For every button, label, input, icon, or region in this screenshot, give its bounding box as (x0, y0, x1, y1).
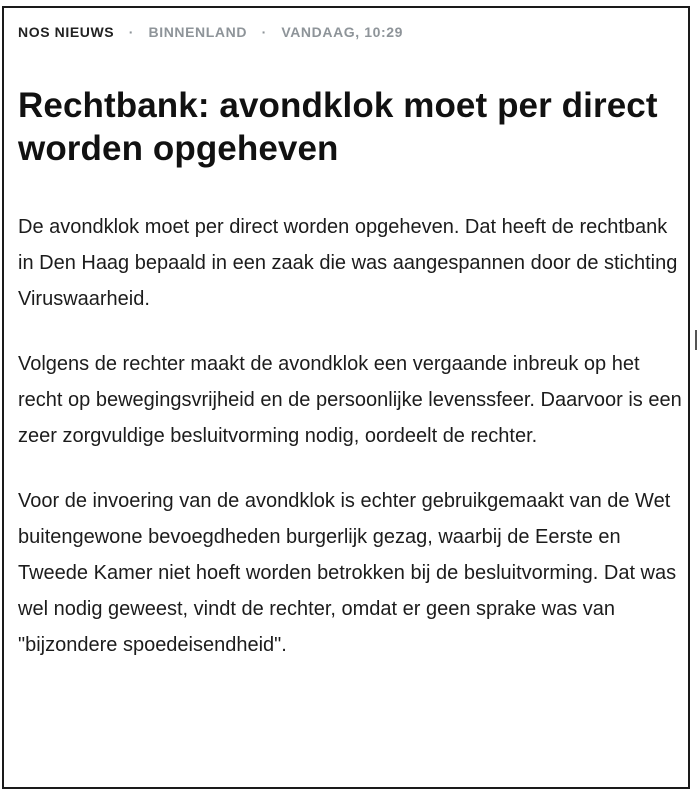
source-label[interactable]: NOS NIEUWS (18, 24, 115, 40)
article-meta (18, 24, 403, 40)
scrollbar-edge (695, 330, 697, 350)
article-card (2, 6, 690, 789)
meta-separator: · (261, 24, 267, 40)
paragraph: De avondklok moet per direct worden opgeheven. Dat heeft de rechtbank in Den Haag bepaald in een zaak die was aangespannen door de stichting Viruswaarheid. (18, 216, 678, 310)
paragraph: Volgens de rechter maakt de avondklok een vergaande inbreuk op het recht op bewegingsvrijheid en de persoonlijke levenssfeer. Daarvoor is een zeer zorgvuldige besluitvorming nodig, oordeelt de rechter. (18, 353, 682, 447)
timestamp: VANDAAG, 10:29 (281, 24, 404, 40)
meta-separator: · (128, 24, 134, 40)
category-label[interactable]: BINNENLAND (148, 24, 248, 40)
article-body (18, 209, 683, 692)
paragraph: Voor de invoering van de avondklok is echter gebruikgemaakt van de Wet buitengewone bevoegdheden burgerlijk gezag, waarbij de Eerste en Tweede Kamer niet hoeft worden betrokken bij de besluitvorming. Dat was wel nodig geweest, vindt de rechter, omdat er geen sprake was van "bijzondere spoedeisendheid". (18, 490, 677, 656)
article-title: Rechtbank: avondklok moet per direct worden opgeheven (18, 86, 658, 168)
